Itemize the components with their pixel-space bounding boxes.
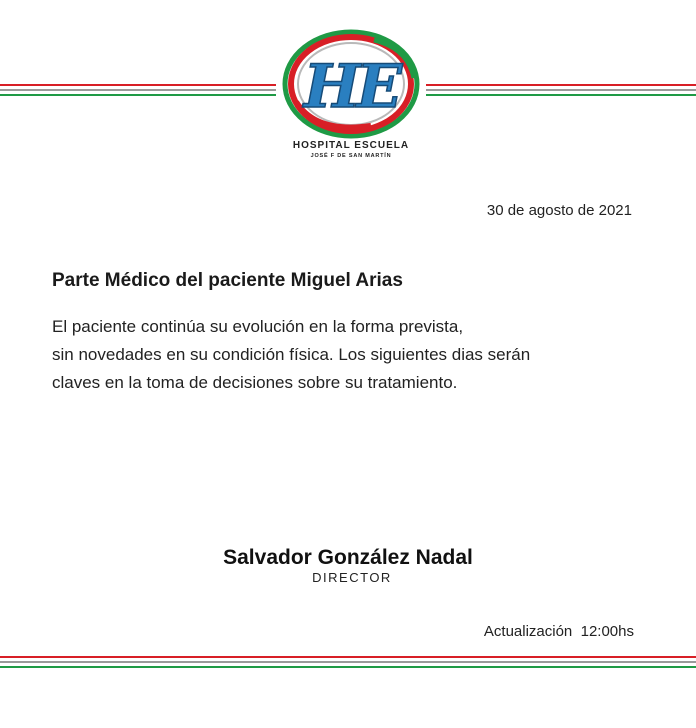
signer-name: Salvador González Nadal [223,546,473,569]
body-line: El paciente continúa su evolución en la forma prevista, [52,317,464,336]
logo-hospital-name: HOSPITAL ESCUELA [292,140,410,151]
document-body [52,313,530,397]
footer-stripes [0,656,696,670]
document-title: Parte Médico del paciente Miguel Arias [52,270,403,291]
logo-emblem-icon [276,22,426,142]
signer-role: DIRECTOR [312,570,392,585]
logo-monogram: HE [303,52,399,122]
document-date: 30 de agosto de 2021 [486,202,632,219]
update-time: Actualización 12:00hs [483,623,634,640]
hospital-logo [276,22,426,162]
green-stripe [0,666,696,668]
gray-stripe [0,661,696,663]
red-stripe [0,656,696,658]
body-line: claves en la toma de decisiones sobre su tratamiento. [52,373,458,392]
body-line: sin novedades en su condición física. Los siguientes dias serán [52,345,531,364]
logo-hospital-subtitle: JOSÉ F DE SAN MARTÍN [310,153,392,159]
